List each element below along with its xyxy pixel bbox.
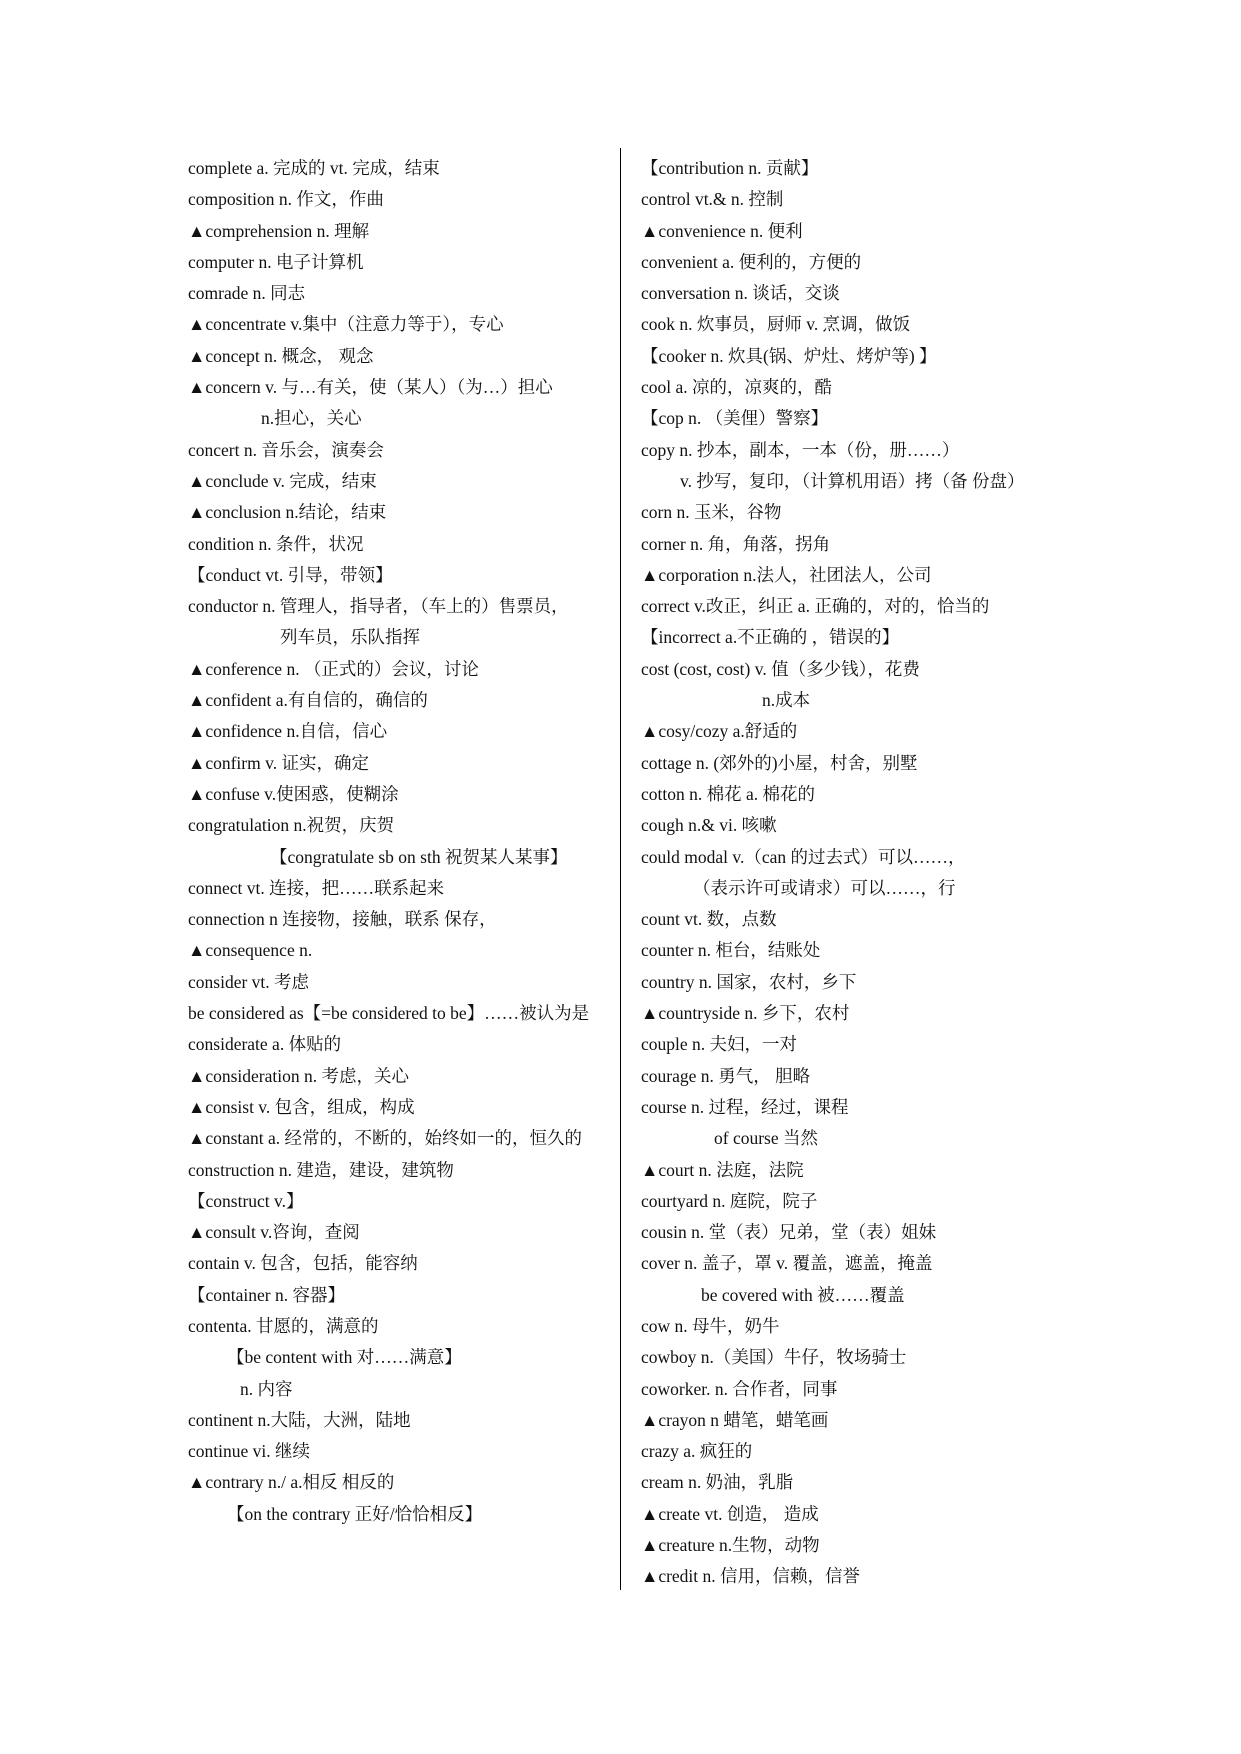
entry-line: ▲cosy/cozy a.舒适的 xyxy=(641,721,798,742)
entry-line: ▲concern v. 与…有关，使（某人）（为…）担心 xyxy=(188,377,553,398)
entry-line: crazy a. 疯狂的 xyxy=(641,1441,753,1462)
entry-line: courtyard n. 庭院，院子 xyxy=(641,1190,818,1211)
entry-line: 【cop n. （美俚）警察】 xyxy=(641,408,829,429)
entry-line: continent n.大陆，大洲，陆地 xyxy=(188,1409,411,1430)
entry-line: contenta. 甘愿的，满意的 xyxy=(188,1315,379,1336)
entry-line: construction n. 建造，建设，建筑物 xyxy=(188,1159,454,1180)
entry-line: ▲consideration n. 考虑，关心 xyxy=(188,1065,409,1086)
entry-line: ▲concept n. 概念， 观念 xyxy=(188,345,374,366)
entry-line: ▲conclude v. 完成，结束 xyxy=(188,470,377,491)
entry-line: congratulation n.祝贺，庆贺 xyxy=(188,815,395,836)
entry-line: couple n. 夫妇，一对 xyxy=(641,1034,798,1055)
entry-line: composition n. 作文，作曲 xyxy=(188,189,384,210)
entry-line: connection n 连接物，接触，联系 保存， xyxy=(188,909,497,930)
entry-line: ▲court n. 法庭，法院 xyxy=(641,1159,804,1180)
entry-line: ▲confirm v. 证实，确定 xyxy=(188,752,369,773)
entry-line: ▲convenience n. 便利 xyxy=(641,220,803,241)
entry-line: cream n. 奶油，乳脂 xyxy=(641,1472,794,1493)
entry-line: cost (cost, cost) v. 值（多少钱），花费 xyxy=(641,658,920,679)
entry-line: ▲crayon n 蜡笔，蜡笔画 xyxy=(641,1409,829,1430)
entry-line: correct v.改正，纠正 a. 正确的，对的，恰当的 xyxy=(641,596,990,617)
entry-line: ▲creature n.生物，动物 xyxy=(641,1535,820,1556)
entry-line: 【on the contrary 正好/恰恰相反】 xyxy=(227,1503,483,1524)
entry-line: courage n. 勇气， 胆略 xyxy=(641,1065,811,1086)
entry-line: could modal v.（can 的过去式）可以……， xyxy=(641,846,966,867)
entry-line: cover n. 盖子，罩 v. 覆盖，遮盖，掩盖 xyxy=(641,1253,933,1274)
entry-line: ▲create vt. 创造， 造成 xyxy=(641,1503,819,1524)
entry-line: country n. 国家，农村，乡下 xyxy=(641,971,857,992)
entry-line: ▲countryside n. 乡下，农村 xyxy=(641,1003,850,1024)
entry-line: 列车员，乐队指挥 xyxy=(280,627,420,648)
entry-line: 【cooker n. 炊具(锅、炉灶、烤炉等) 】 xyxy=(641,345,937,366)
entry-line: ▲conference n. （正式的）会议，讨论 xyxy=(188,658,479,679)
entry-line: 【contribution n. 贡献】 xyxy=(641,158,819,178)
entry-line: copy n. 抄本，副本，一本（份，册……） xyxy=(641,439,960,460)
entry-line: cotton n. 棉花 a. 棉花的 xyxy=(641,783,816,804)
column-divider xyxy=(620,148,621,1590)
entry-line: counter n. 柜台，结账处 xyxy=(641,940,821,961)
entry-line: corn n. 玉米，谷物 xyxy=(641,502,782,523)
entry-line: corner n. 角，角落，拐角 xyxy=(641,533,831,554)
entry-line: ▲corporation n.法人，社团法人，公司 xyxy=(641,564,932,585)
entry-line: consider vt. 考虑 xyxy=(188,971,310,992)
entry-line: ▲confident a.有自信的，确信的 xyxy=(188,690,428,711)
entry-line: cow n. 母牛，奶牛 xyxy=(641,1315,780,1336)
entry-line: ▲confuse v.使困惑，使糊涂 xyxy=(188,783,399,804)
entry-line: cowboy n.（美国）牛仔，牧场骑士 xyxy=(641,1347,907,1368)
entry-line: n.成本 xyxy=(762,690,811,711)
entry-line: concert n. 音乐会，演奏会 xyxy=(188,439,384,460)
entry-line: ▲consult v.咨询，查阅 xyxy=(188,1222,360,1243)
left-column xyxy=(188,153,603,1530)
entry-line: continue vi. 继续 xyxy=(188,1441,310,1462)
entry-line: 【container n. 容器】 xyxy=(188,1284,345,1305)
entry-line: comrade n. 同志 xyxy=(188,283,306,304)
entry-line: ▲contrary n./ a.相反 相反的 xyxy=(188,1472,395,1493)
entry-line: convenient a. 便利的，方便的 xyxy=(641,251,862,272)
entry-line: 【construct v.】 xyxy=(188,1190,304,1211)
entry-line: considerate a. 体贴的 xyxy=(188,1034,342,1055)
entry-line: coworker. n. 合作者，同事 xyxy=(641,1378,838,1399)
entry-line: n.担心，关心 xyxy=(261,408,362,429)
entry-line: condition n. 条件，状况 xyxy=(188,533,364,554)
entry-line: of course 当然 xyxy=(714,1128,819,1149)
entry-line: control vt.& n. 控制 xyxy=(641,189,784,210)
entry-line: cook n. 炊事员，厨师 v. 烹调，做饭 xyxy=(641,314,911,335)
entry-line: course n. 过程，经过，课程 xyxy=(641,1096,849,1117)
entry-line: count vt. 数，点数 xyxy=(641,909,777,930)
right-column xyxy=(641,153,1081,1593)
entry-line: cottage n. (郊外的)小屋，村舍，别墅 xyxy=(641,752,918,773)
entry-line: 【conduct vt. 引导，带领】 xyxy=(188,564,393,585)
entry-line: cousin n. 堂（表）兄弟，堂（表）姐妹 xyxy=(641,1222,937,1243)
entry-line: cool a. 凉的，凉爽的，酷 xyxy=(641,377,833,398)
entry-line: n. 内容 xyxy=(240,1378,293,1399)
entry-line: ▲concentrate v.集中（注意力等于），专心 xyxy=(188,314,504,335)
entry-line: conductor n. 管理人，指导者，（车上的）售票员， xyxy=(188,596,569,617)
entry-line: contain v. 包含，包括，能容纳 xyxy=(188,1253,418,1274)
entry-line: ▲credit n. 信用，信赖，信誉 xyxy=(641,1566,861,1587)
entry-line: computer n. 电子计算机 xyxy=(188,251,364,272)
entry-line: cough n.& vi. 咳嗽 xyxy=(641,815,777,836)
entry-line: （表示许可或请求）可以……，行 xyxy=(693,877,956,898)
entry-line: ▲consist v. 包含，组成，构成 xyxy=(188,1096,415,1117)
entry-line: 【incorrect a.不正确的 ，错误的】 xyxy=(641,627,900,648)
entry-line: 【congratulate sb on sth 祝贺某人某事】 xyxy=(270,846,568,867)
entry-line: ▲consequence n. xyxy=(188,940,313,961)
entry-line: ▲comprehension n. 理解 xyxy=(188,220,370,241)
entry-line: be considered as【=be considered to be】……被认为是 xyxy=(188,1003,590,1024)
entry-line: ▲confidence n.自信，信心 xyxy=(188,721,388,742)
entry-line: v. 抄写，复印，（计算机用语）拷（备 份盘） xyxy=(680,470,1025,491)
entry-line: 【be content with 对……满意】 xyxy=(227,1347,462,1368)
entry-line: ▲conclusion n.结论，结束 xyxy=(188,502,387,523)
entry-line: conversation n. 谈话，交谈 xyxy=(641,283,840,304)
entry-line: be covered with 被……覆盖 xyxy=(701,1284,905,1305)
entry-line: complete a. 完成的 vt. 完成，结束 xyxy=(188,158,440,178)
entry-line: ▲constant a. 经常的，不断的，始终如一的，恒久的 xyxy=(188,1128,583,1149)
entry-line: connect vt. 连接，把……联系起来 xyxy=(188,877,445,898)
